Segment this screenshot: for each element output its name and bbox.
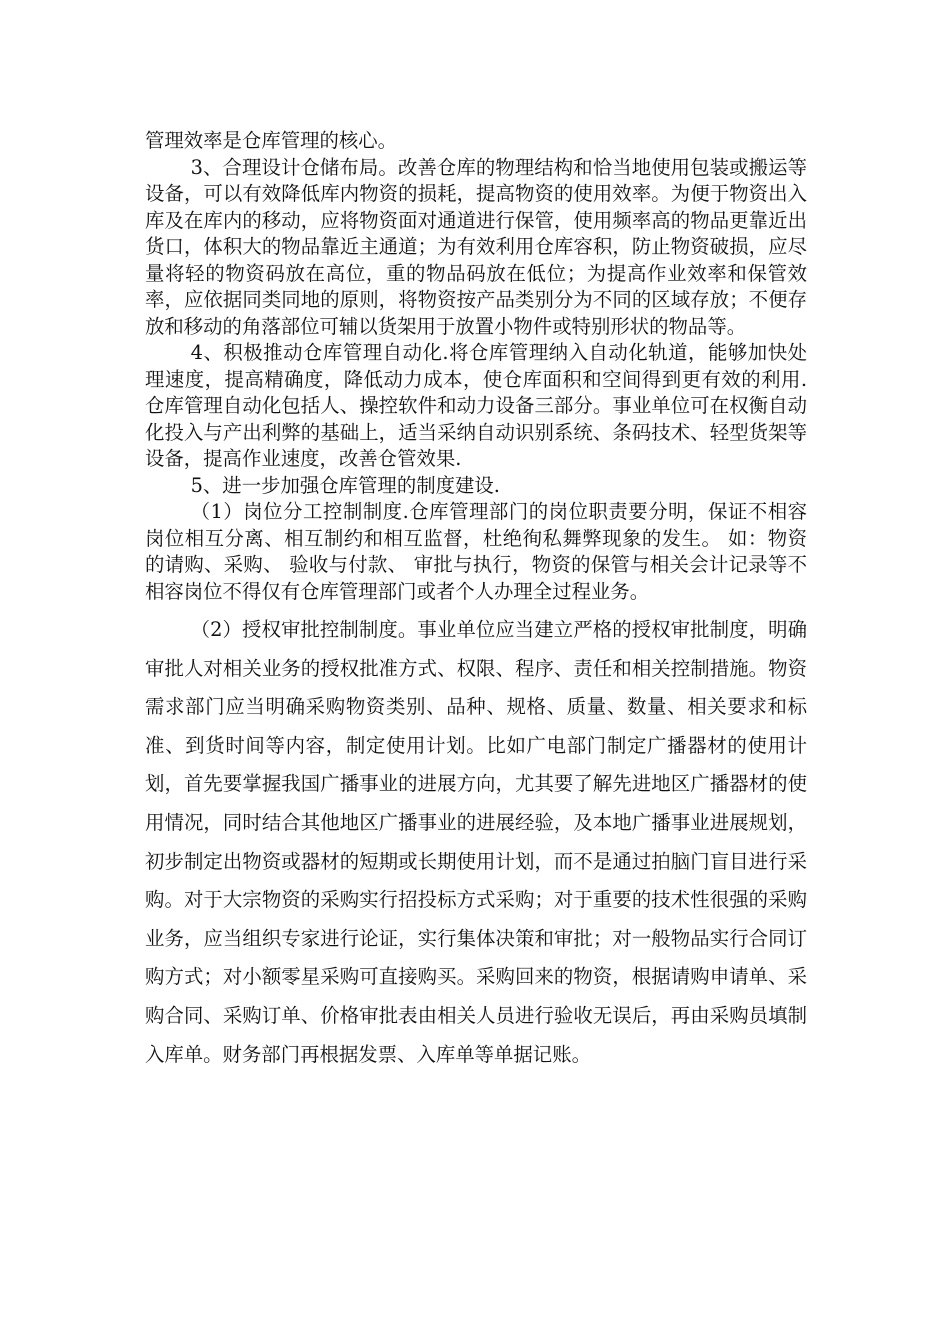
paragraph-storage-layout: 3、合理设计仓储布局。改善仓库的物理结构和恰当地使用包装或搬运等设备，可以有效降低库内物资的损耗，提高物资的使用效率。为便于物资出入库及在库内的移动，应将物资面对通道进行保管，使用频率高的物品更靠近出货口，体积大的物品靠近主通道；为有效利用仓库容积，防止物资破损，应尽量将轻的物资码放在高位，重的物品码放在低位；为提高作业效率和保管效率，应依据同类同地的原则，将物资按产品类别分为不同的区域存放；不便存放和移动的角落部位可辅以货架用于放置小物件或特别形状的物品等。	[145, 155, 807, 338]
paragraph-automation: 4、积极推动仓库管理自动化.将仓库管理纳入自动化轨道，能够加快处理速度，提高精确度，降低动力成本，使仓库面积和空间得到更有效的利用.仓库管理自动化包括人、操控软件和动力设备三部分。事业单位可在权衡自动化投入与产出利弊的基础上，适当采纳自动识别系统、条码技术、轻型货架等设备，提高作业速度，改善仓管效果.	[145, 341, 807, 470]
paragraph-division-of-duties: （1）岗位分工控制制度.仓库管理部门的岗位职责要分明，保证不相容岗位相互分离、相互制约和相互监督，杜绝徇私舞弊现象的发生。 如：物资的请购、采购、 验收与付款、 审批与执行，物资的保管与相关会计记录等不相容岗位不得仅有仓库管理部门或者个人办理全过程业务。	[145, 500, 807, 603]
body-text-block	[145, 128, 807, 605]
paragraph-system-building: 5、进一步加强仓库管理的制度建设.	[190, 473, 500, 497]
body-text-block-wide-spacing	[145, 611, 807, 1074]
document-page	[145, 128, 807, 1074]
paragraph-continuation: 管理效率是仓库管理的核心。	[145, 129, 398, 152]
paragraph-authorization-approval: （2）授权审批控制制度。事业单位应当建立严格的授权审批制度，明确审批人对相关业务的授权批准方式、权限、程序、责任和相关控制措施。物资需求部门应当明确采购物资类别、品种、规格、质量、数量、相关要求和标准、到货时间等内容，制定使用计划。比如广电部门制定广播器材的使用计划，首先要掌握我国广播事业的进展方向，尤其要了解先进地区广播器材的使用情况，同时结合其他地区广播事业的进展经验，及本地广播事业进展规划，初步制定出物资或器材的短期或长期使用计划，而不是通过拍脑门盲目进行采购。对于大宗物资的采购实行招投标方式采购；对于重要的技术性很强的采购业务，应当组织专家进行论证，实行集体决策和审批；对一般物品实行合同订购方式；对小额零星采购可直接购买。采购回来的物资，根据请购申请单、采购合同、采购订单、价格审批表由相关人员进行验收无误后，再由采购员填制入库单。财务部门再根据发票、入库单等单据记账。	[145, 618, 807, 1066]
